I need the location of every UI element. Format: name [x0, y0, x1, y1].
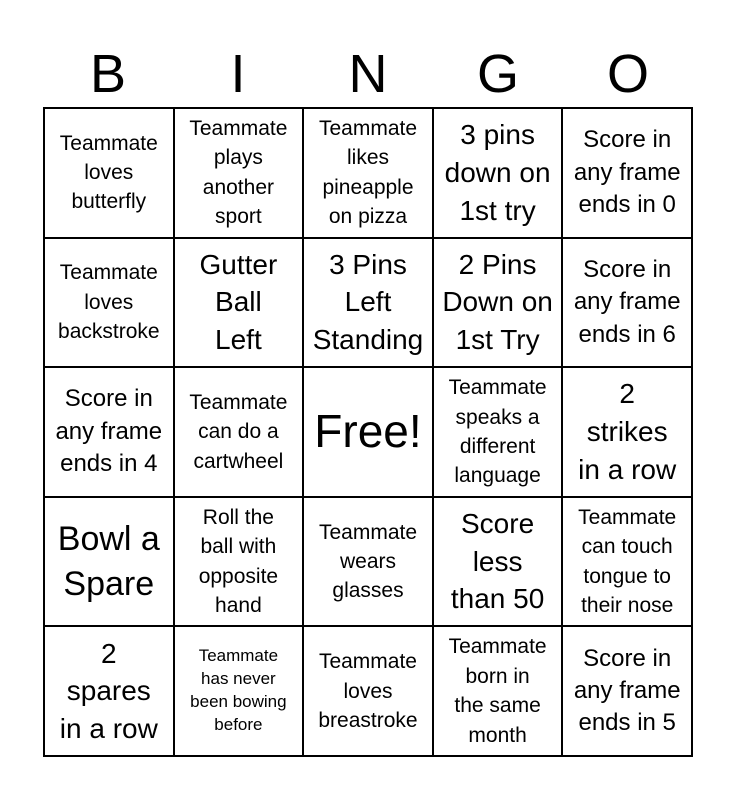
bingo-cell[interactable]: Teammate born in the same month — [433, 626, 563, 756]
bingo-cell[interactable]: Score less than 50 — [433, 497, 563, 627]
bingo-cell[interactable]: Bowl a Spare — [44, 497, 174, 627]
bingo-header — [43, 40, 693, 108]
header-letter-g: G — [476, 44, 519, 104]
header-letter-b: B — [89, 44, 127, 104]
bingo-cell[interactable]: Teammate wears glasses — [303, 497, 433, 627]
header-letter-n: N — [348, 44, 388, 104]
bingo-cell[interactable]: Roll the ball with opposite hand — [174, 497, 304, 627]
bingo-cell[interactable]: 2 spares in a row — [44, 626, 174, 756]
bingo-cell[interactable]: Teammate loves butterfly — [44, 108, 174, 238]
free-space-cell[interactable]: Free! — [303, 367, 433, 497]
bingo-cell[interactable]: Score in any frame ends in 4 — [44, 367, 174, 497]
bingo-cell[interactable]: Teammate can touch tongue to their nose — [562, 497, 692, 627]
bingo-cell[interactable]: Teammate likes pineapple on pizza — [303, 108, 433, 238]
bingo-cell[interactable]: Teammate loves backstroke — [44, 238, 174, 368]
bingo-cell[interactable]: Teammate speaks a different language — [433, 367, 563, 497]
bingo-cell[interactable]: Gutter Ball Left — [174, 238, 304, 368]
bingo-cell[interactable]: Teammate plays another sport — [174, 108, 304, 238]
bingo-cell[interactable]: 2 Pins Down on 1st Try — [433, 238, 563, 368]
bingo-cell[interactable]: Teammate has never been bowing before — [174, 626, 304, 756]
bingo-cell[interactable]: Teammate can do a cartwheel — [174, 367, 304, 497]
header-letter-o: O — [606, 44, 649, 104]
bingo-cell[interactable]: 3 pins down on 1st try — [433, 108, 563, 238]
bingo-cell[interactable]: Score in any frame ends in 6 — [562, 238, 692, 368]
bingo-board — [43, 107, 693, 757]
bingo-cell[interactable]: Teammate loves breastroke — [303, 626, 433, 756]
bingo-cell[interactable]: 2 strikes in a row — [562, 367, 692, 497]
bingo-cell[interactable]: 3 Pins Left Standing — [303, 238, 433, 368]
bingo-cell[interactable]: Score in any frame ends in 0 — [562, 108, 692, 238]
header-letter-i: I — [230, 44, 246, 104]
bingo-cell[interactable]: Score in any frame ends in 5 — [562, 626, 692, 756]
